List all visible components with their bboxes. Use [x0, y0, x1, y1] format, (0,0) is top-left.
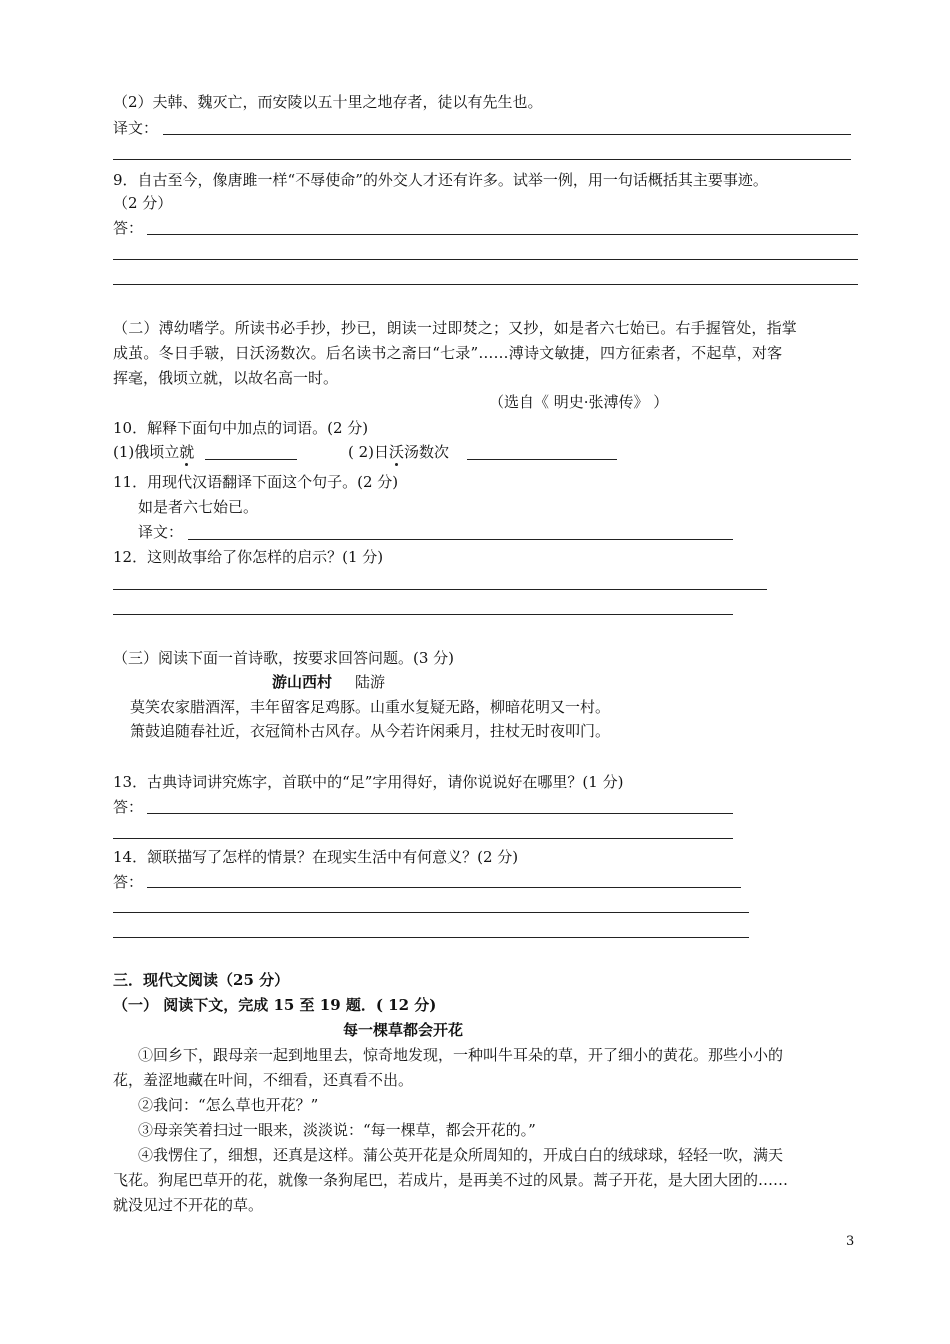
q9-answer-line[interactable] — [113, 284, 858, 285]
q9-answer-line[interactable] — [113, 259, 858, 260]
q10-title: 10．解释下面句中加点的词语。(2 分) — [113, 419, 369, 437]
q13-answer-line[interactable] — [147, 813, 733, 814]
q11-answer-line[interactable] — [188, 539, 733, 540]
q10-answer-1-line[interactable] — [205, 459, 297, 460]
article-paragraph: ②我问：“怎么草也开花？” — [138, 1096, 319, 1114]
q11-sentence: 如是者六七始已。 — [138, 498, 259, 516]
q9-question: 9．自古至今，像唐雎一样“不辱使命”的外交人才还有许多。试举一例，用一句话概括其主要事迹。 — [113, 171, 768, 189]
q11-translation-label: 译文： — [138, 523, 184, 541]
q10-item-1 — [113, 442, 194, 462]
q14-answer-line[interactable] — [113, 912, 749, 913]
q14-title: 14．颔联描写了怎样的情景？在现实生活中有何意义？(2 分) — [113, 848, 519, 866]
q14-answer-line[interactable] — [147, 887, 741, 888]
article-paragraph: ④我愣住了，细想，还真是这样。蒲公英开花是众所周知的，开成白白的绒球球，轻轻一吹，满天 — [138, 1146, 784, 1164]
article-title: 每一棵草都会开花 — [343, 1021, 464, 1039]
q12-answer-line[interactable] — [113, 589, 767, 590]
q8-translation-label: 译文： — [113, 119, 159, 137]
passage3-intro: （三）阅读下面一首诗歌，按要求回答问题。(3 分) — [113, 649, 455, 667]
article-paragraph: ③母亲笑着扫过一眼来，淡淡说：“每一棵草，都会开花的。” — [138, 1121, 536, 1139]
q9-answer-label: 答： — [113, 219, 144, 237]
section3-sub-heading: （一） 阅读下文，完成 15 至 19 题．( 12 分) — [113, 996, 437, 1014]
poem-line: 箫鼓追随春社近，衣冠简朴古风存。从今若许闲乘月，拄杖无时夜叩门。 — [130, 722, 611, 740]
q8-answer-line[interactable] — [113, 159, 851, 160]
q8-sentence-2: （2）夫韩、魏灭亡，而安陵以五十里之地存者，徒以有先生也。 — [113, 93, 543, 111]
q9-answer-line[interactable] — [147, 234, 858, 235]
q10-item-2-text: ( 2)日 — [348, 443, 390, 461]
q10-item-2 — [348, 442, 449, 462]
article-paragraph: 飞花。狗尾巴草开的花，就像一条狗尾巴，若成片，是再美不过的风景。蒿子开花，是大团大团的…… — [113, 1171, 789, 1189]
q9-points: （2 分） — [113, 194, 173, 212]
q13-answer-label: 答： — [113, 798, 144, 816]
passage2-line: 挥毫，俄顷立就，以故名高一时。 — [113, 369, 339, 387]
article-paragraph: 就没见过不开花的草。 — [113, 1196, 264, 1214]
q13-title: 13．古典诗词讲究炼字，首联中的“足”字用得好，请你说说好在哪里？(1 分) — [113, 773, 624, 791]
section3-heading: 三．现代文阅读（25 分） — [113, 971, 290, 989]
poem-title: 游山西村 — [272, 673, 333, 691]
q11-title: 11．用现代汉语翻译下面这个句子。(2 分) — [113, 473, 399, 491]
q10-dotted-word: 就 — [179, 443, 195, 461]
passage2-source: （选自《 明史·张溥传》 ） — [489, 393, 669, 411]
q14-answer-label: 答： — [113, 873, 144, 891]
article-paragraph: ①回乡下，跟母亲一起到地里去，惊奇地发现，一种叫牛耳朵的草，开了细小的黄花。那些小小的 — [138, 1046, 784, 1064]
passage2-line: （二）溥幼嗜学。所读书必手抄，抄已，朗读一过即焚之；又抄，如是者六七始已。右手握管处，指掌 — [113, 319, 798, 337]
poem-author: 陆游 — [355, 673, 386, 691]
q10-item-2-text-after: 汤数次 — [404, 443, 450, 461]
q12-answer-line[interactable] — [113, 614, 733, 615]
q10-item-1-text: (1)俄顷立 — [113, 443, 180, 461]
q10-dotted-word: 沃 — [389, 443, 405, 461]
q8-answer-line[interactable] — [163, 134, 851, 135]
q13-answer-line[interactable] — [113, 838, 733, 839]
q10-answer-2-line[interactable] — [467, 459, 617, 460]
q12-title: 12．这则故事给了你怎样的启示？(1 分) — [113, 548, 384, 566]
passage2-line: 成茧。冬日手皲，日沃汤数次。后名读书之斋曰“七录”……溥诗文敏捷，四方征索者，不起草，对客 — [113, 344, 783, 362]
article-paragraph: 花，羞涩地藏在叶间，不细看，还真看不出。 — [113, 1071, 414, 1089]
q14-answer-line[interactable] — [113, 937, 749, 938]
poem-line: 莫笑农家腊酒浑，丰年留客足鸡豚。山重水复疑无路，柳暗花明又一村。 — [130, 698, 611, 716]
page-number: 3 — [846, 1234, 855, 1249]
